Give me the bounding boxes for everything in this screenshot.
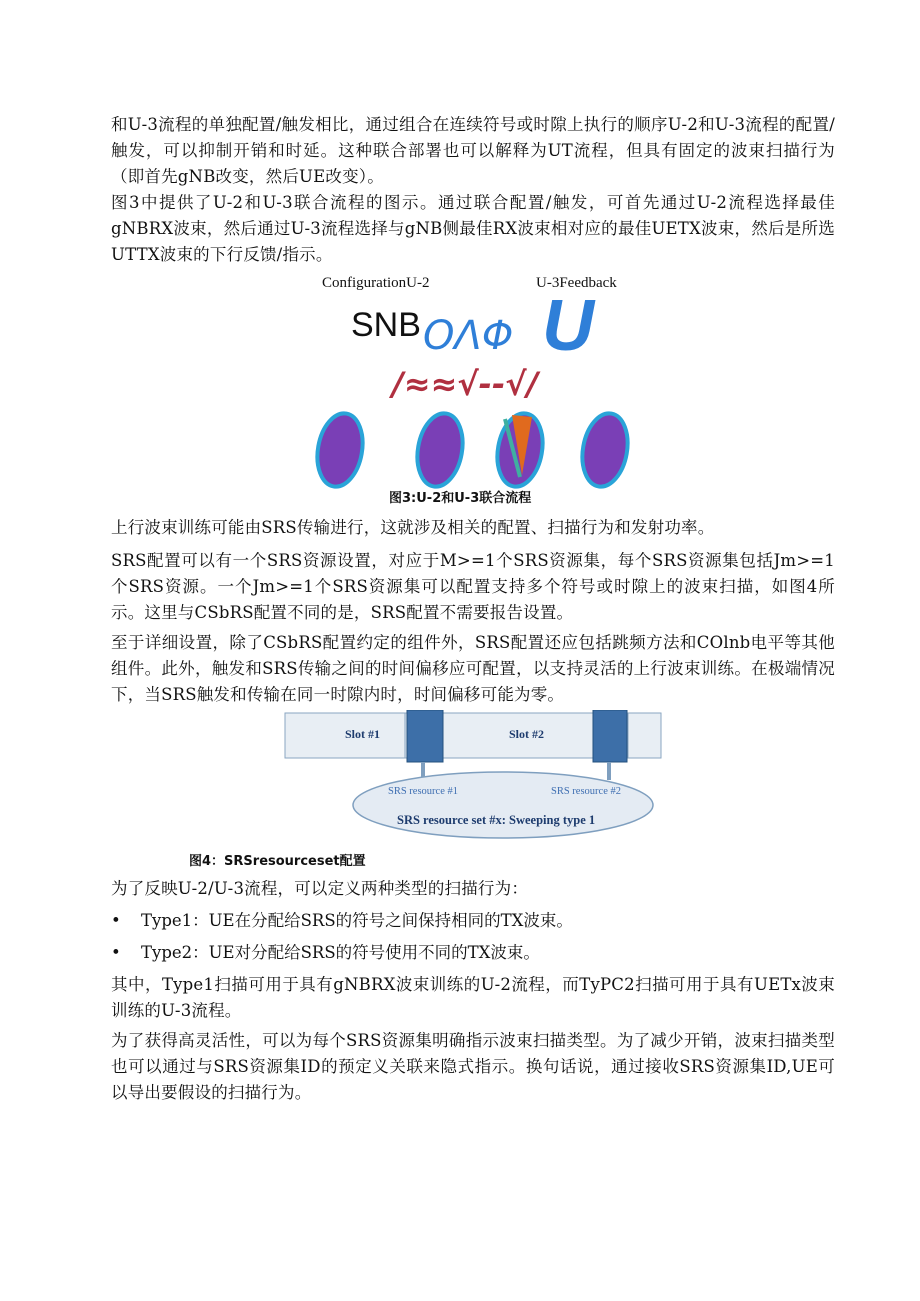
paragraph-7: 其中，Type1扫描可用于具有gNBRX波束训练的U-2流程，而TyPC2扫描可用于具有UETx波束训练的U-3流程。 bbox=[111, 975, 835, 1020]
ellipse-beam-2 bbox=[412, 410, 468, 490]
paragraph-4: SRS配置可以有一个SRS资源设置，对应于M>=1个SRS资源集，每个SRS资源集包括Jm>=1个SRS资源。一个Jm>=1个SRS资源集可以配置支持多个符号或时隙上的波束扫描，如图4所示。这里与CSbRS配置不同的是，SRS配置不需要报告设置。 bbox=[111, 551, 835, 622]
figure-4 bbox=[283, 710, 663, 840]
figure3-big-u: U bbox=[542, 286, 594, 366]
figure3-glyphs: OΛΦ bbox=[423, 313, 514, 359]
slot1-label: Slot #1 bbox=[345, 727, 381, 741]
bullet-text: Type2：UE对分配给SRS的符号使用不同的TX波束。 bbox=[141, 943, 540, 962]
bullet-text: Type1：UE在分配给SRS的符号之间保持相同的TX波束。 bbox=[141, 911, 573, 930]
bullet-item-2 bbox=[111, 940, 540, 966]
srs-resource-2-label: SRS resource #2 bbox=[551, 786, 621, 797]
paragraph-2: 图3中提供了U-2和U-3联合流程的图示。通过联合配置/触发，可首先通过U-2流程选择最佳gNBRX波束，然后通过U-3流程选择与gNB侧最佳RX波束相对应的最佳UETX波束，然后是所选UTTX波束的下行反馈/指示。 bbox=[111, 193, 835, 264]
resource-set-label: SRS resource set #x: Sweeping type 1 bbox=[397, 813, 596, 827]
srs-resource-1-label: SRS resource #1 bbox=[388, 786, 458, 797]
slot2-resource-column bbox=[593, 710, 627, 762]
figure3-caption: 图3:U-2和U-3联合流程 bbox=[389, 491, 532, 506]
figure3-snb-text: SNB bbox=[351, 306, 421, 344]
bullet-dot-icon: • bbox=[111, 911, 121, 930]
figure3-red-wave-text: /≈≈√--√/ bbox=[392, 365, 539, 403]
bullet-item-1 bbox=[111, 908, 573, 934]
resource-set-ellipse bbox=[353, 772, 653, 838]
slot2-label: Slot #2 bbox=[509, 727, 545, 741]
paragraph-1: 和U-3流程的单独配置/触发相比，通过组合在连续符号或时隙上执行的顺序U-2和U-3流程的配置/触发，可以抑制开销和时延。这种联合部署也可以解释为UT流程，但具有固定的波束扫描行为（即首先gNB改变，然后UE改变）。 bbox=[111, 115, 835, 186]
figure3-label-right: U-3Feedback bbox=[536, 275, 617, 291]
ellipse-beam-1 bbox=[312, 410, 368, 490]
figure3-label-left: ConfigurationU-2 bbox=[322, 275, 430, 291]
paragraph-5: 至于详细设置，除了CSbRS配置约定的组件外，SRS配置还应包括跳频方法和COlnb电平等其他组件。此外，触发和SRS传输之间的时间偏移应可配置，以支持灵活的上行波束训练。在极端情况下，当SRS触发和传输在同一时隙内时，时间偏移可能为零。 bbox=[111, 633, 835, 704]
figure4-caption: 图4：SRSresourceset配置 bbox=[189, 854, 366, 869]
paragraph-3: 上行波束训练可能由SRS传输进行，这就涉及相关的配置、扫描行为和发射功率。 bbox=[111, 518, 715, 537]
figure3-ellipses bbox=[300, 405, 640, 490]
slot1-resource-column bbox=[407, 710, 443, 762]
bullet-dot-icon: • bbox=[111, 943, 121, 962]
paragraph-8: 为了获得高灵活性，可以为每个SRS资源集明确指示波束扫描类型。为了减少开销，波束扫描类型也可以通过与SRS资源集ID的预定义关联来隐式指示。换句话说，通过接收SRS资源集ID,UE可以导出要假设的扫描行为。 bbox=[111, 1031, 835, 1102]
paragraph-6: 为了反映U-2/U-3流程，可以定义两种类型的扫描行为： bbox=[111, 879, 529, 898]
ellipse-beam-3 bbox=[492, 410, 548, 490]
ellipse-beam-4 bbox=[577, 410, 633, 490]
